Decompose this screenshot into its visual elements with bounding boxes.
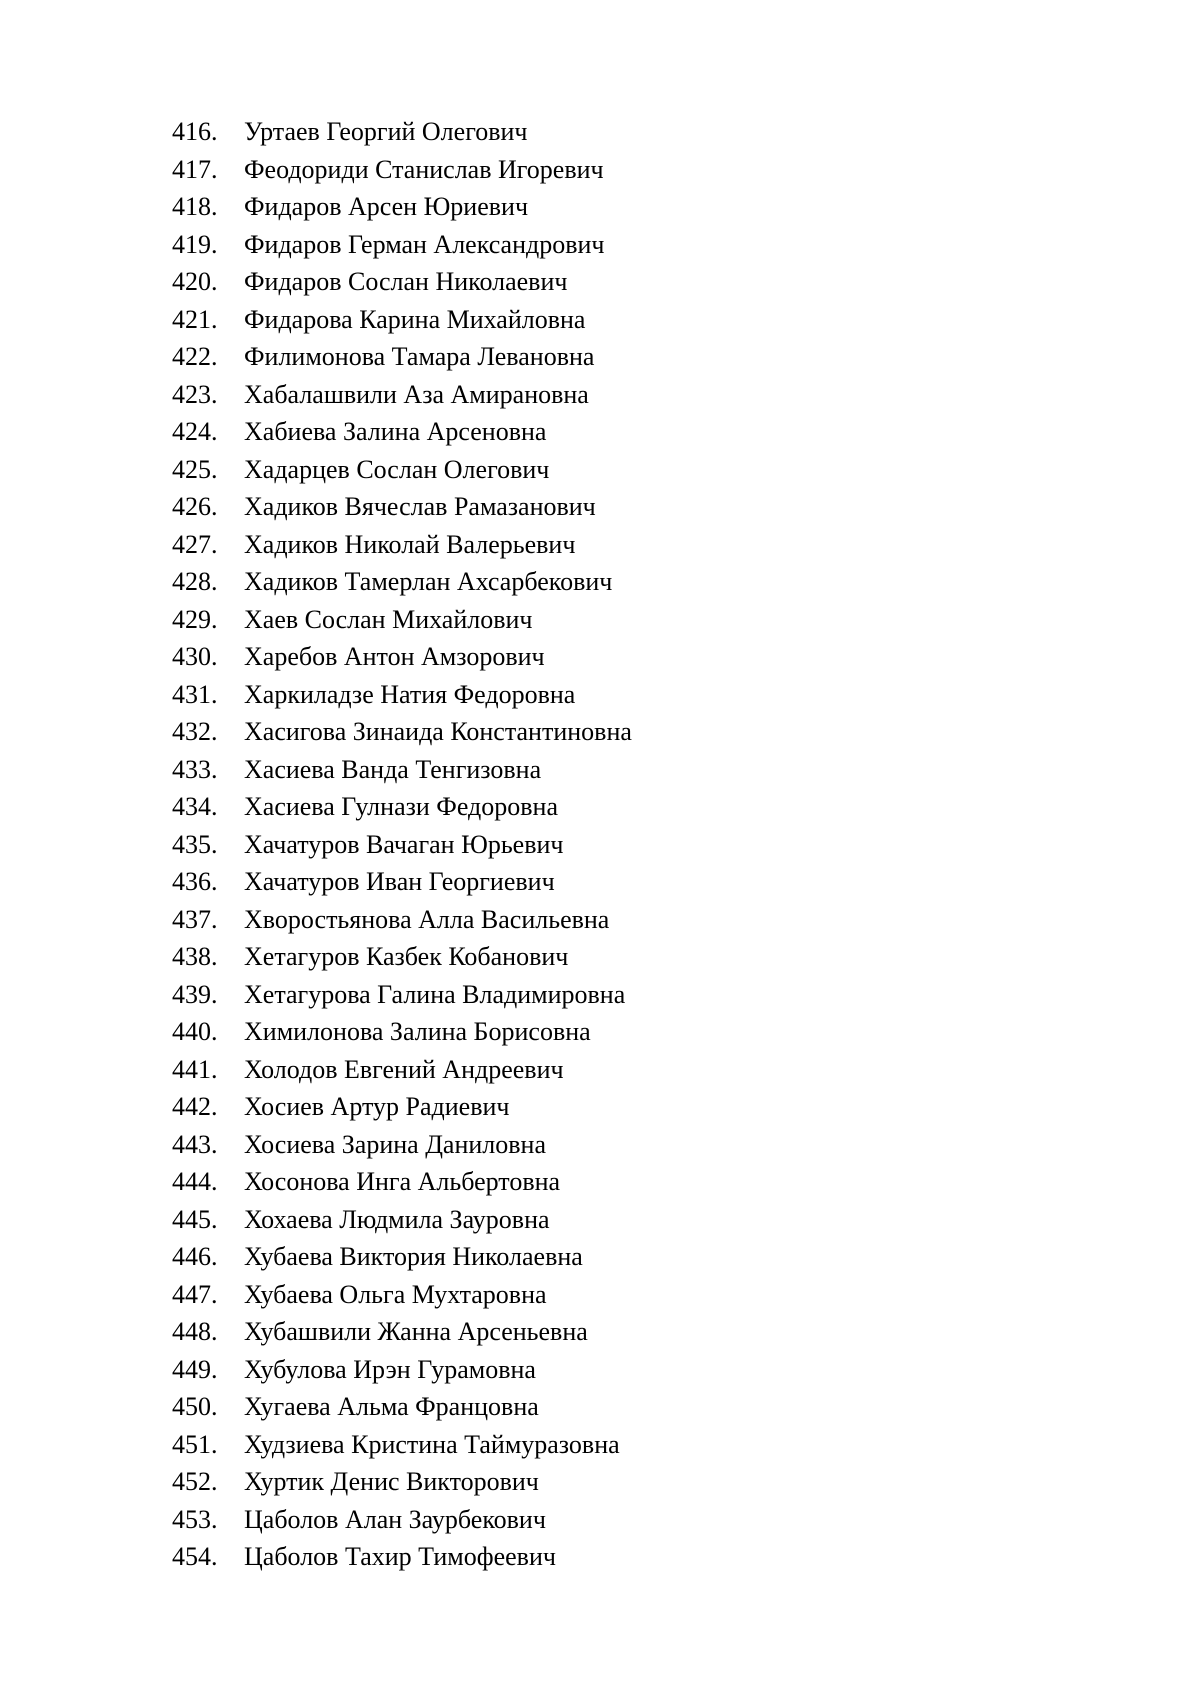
list-item-number: 424. [172, 417, 218, 446]
list-item-number: 439. [172, 979, 218, 1009]
list-item [172, 113, 632, 151]
list-item-name: Химилонова Залина Борисовна [244, 1017, 591, 1046]
list-item-name: Феодориди Станислав Игоревич [244, 154, 604, 184]
list-item [172, 1538, 632, 1576]
list-item-number: 421. [172, 304, 218, 334]
list-item [172, 788, 632, 826]
list-item-number: 451. [172, 1429, 218, 1459]
list-item-number: 452. [172, 1467, 218, 1496]
list-item [172, 1163, 632, 1201]
list-item [172, 1013, 632, 1051]
list-item-name: Хасиева Гулнази Федоровна [244, 792, 558, 821]
list-item-name: Хасигова Зинаида Константиновна [244, 717, 632, 746]
list-item-name: Хосиев Артур Радиевич [244, 1092, 510, 1121]
list-item [172, 263, 632, 301]
list-item-name: Хаев Сослан Михайлович [244, 604, 533, 634]
list-item-name: Хадиков Тамерлан Ахсарбекович [244, 567, 613, 596]
list-item [172, 676, 632, 714]
list-item-number: 440. [172, 1017, 218, 1046]
list-item [172, 1501, 632, 1539]
list-item-name: Хачатуров Иван Георгиевич [244, 867, 555, 896]
list-item [172, 151, 632, 189]
list-item-number: 443. [172, 1129, 218, 1159]
list-item [172, 1463, 632, 1501]
list-item-number: 422. [172, 342, 218, 371]
list-item-name: Харкиладзе Натия Федоровна [244, 679, 576, 709]
list-item-number: 454. [172, 1542, 218, 1571]
list-item-name: Фидаров Герман Александрович [244, 229, 605, 259]
list-item-name: Худзиева Кристина Таймуразовна [244, 1429, 620, 1459]
list-item-number: 425. [172, 454, 218, 484]
list-item-name: Хасиева Ванда Тенгизовна [244, 754, 542, 784]
list-item-name: Харебов Антон Амзорович [244, 642, 545, 671]
list-item-number: 438. [172, 942, 218, 971]
list-item [172, 751, 632, 789]
list-item-number: 418. [172, 192, 218, 221]
list-item [172, 563, 632, 601]
list-item-name: Хетагуров Казбек Кобанович [244, 942, 569, 971]
list-item-number: 430. [172, 642, 218, 671]
list-item-name: Фидаров Арсен Юриевич [244, 192, 529, 221]
list-item [172, 1201, 632, 1239]
list-item-number: 446. [172, 1242, 218, 1271]
list-item-number: 417. [172, 154, 218, 184]
list-item-number: 435. [172, 829, 218, 859]
list-item [172, 1051, 632, 1089]
list-item-name: Хадиков Вячеслав Рамазанович [244, 492, 596, 521]
list-item-number: 448. [172, 1317, 218, 1346]
list-item [172, 338, 632, 376]
list-item-number: 431. [172, 679, 218, 709]
list-item-number: 428. [172, 567, 218, 596]
list-item [172, 863, 632, 901]
list-item-number: 423. [172, 379, 218, 409]
list-item-number: 445. [172, 1204, 218, 1234]
list-item-number: 426. [172, 492, 218, 521]
list-item [172, 901, 632, 939]
list-item-name: Хосиева Зарина Даниловна [244, 1129, 546, 1159]
list-item-name: Холодов Евгений Андреевич [244, 1054, 564, 1084]
list-item [172, 413, 632, 451]
list-item-number: 450. [172, 1392, 218, 1421]
list-item [172, 1238, 632, 1276]
list-item-name: Фидаров Сослан Николаевич [244, 267, 568, 296]
list-item-number: 444. [172, 1167, 218, 1196]
list-item-number: 442. [172, 1092, 218, 1121]
list-item-name: Хворостьянова Алла Васильевна [244, 904, 610, 934]
list-item-name: Хадарцев Сослан Олегович [244, 454, 550, 484]
list-item-number: 447. [172, 1279, 218, 1309]
list-item-name: Хабалашвили Аза Амирановна [244, 379, 589, 409]
list-item-name: Хетагурова Галина Владимировна [244, 979, 626, 1009]
list-item-number: 419. [172, 229, 218, 259]
list-item [172, 1088, 632, 1126]
list-item [172, 938, 632, 976]
list-item-number: 427. [172, 529, 218, 559]
list-item-number: 429. [172, 604, 218, 634]
list-item-name: Хугаева Альма Францовна [244, 1392, 539, 1421]
list-item [172, 713, 632, 751]
list-item [172, 376, 632, 414]
list-item [172, 826, 632, 864]
list-item [172, 226, 632, 264]
list-item-name: Филимонова Тамара Левановна [244, 342, 595, 371]
list-item-name: Хубулова Ирэн Гурамовна [244, 1354, 536, 1384]
list-item [172, 976, 632, 1014]
list-item-name: Хубаева Виктория Николаевна [244, 1242, 583, 1271]
list-item-number: 420. [172, 267, 218, 296]
list-item [172, 1388, 632, 1426]
list-item [172, 1426, 632, 1464]
list-item [172, 1313, 632, 1351]
list-item-number: 416. [172, 117, 218, 146]
list-item-number: 432. [172, 717, 218, 746]
list-item-number: 434. [172, 792, 218, 821]
list-item-name: Хуртик Денис Викторович [244, 1467, 539, 1496]
list-item-name: Цаболов Алан Заурбекович [244, 1504, 546, 1534]
list-item-number: 436. [172, 867, 218, 896]
list-item-number: 441. [172, 1054, 218, 1084]
list-item-name: Уртаев Георгий Олегович [244, 117, 528, 146]
list-item [172, 188, 632, 226]
list-item [172, 1126, 632, 1164]
list-item [172, 301, 632, 339]
list-item [172, 1351, 632, 1389]
list-item-number: 449. [172, 1354, 218, 1384]
list-item-name: Хосонова Инга Альбертовна [244, 1167, 561, 1196]
list-item [172, 526, 632, 564]
list-item-name: Хабиева Залина Арсеновна [244, 417, 547, 446]
list-item [172, 601, 632, 639]
list-item [172, 488, 632, 526]
list-item-name: Хадиков Николай Валерьевич [244, 529, 576, 559]
list-item-name: Цаболов Тахир Тимофеевич [244, 1542, 556, 1571]
list-item-number: 433. [172, 754, 218, 784]
list-item [172, 1276, 632, 1314]
list-item-name: Хубаева Ольга Мухтаровна [244, 1279, 547, 1309]
list-item-name: Хачатуров Вачаган Юрьевич [244, 829, 564, 859]
list-item [172, 451, 632, 489]
name-list [172, 113, 632, 1576]
list-item-name: Хохаева Людмила Зауровна [244, 1204, 550, 1234]
list-item [172, 638, 632, 676]
list-item-name: Фидарова Карина Михайловна [244, 304, 586, 334]
list-item-name: Хубашвили Жанна Арсеньевна [244, 1317, 588, 1346]
list-item-number: 453. [172, 1504, 218, 1534]
list-item-number: 437. [172, 904, 218, 934]
